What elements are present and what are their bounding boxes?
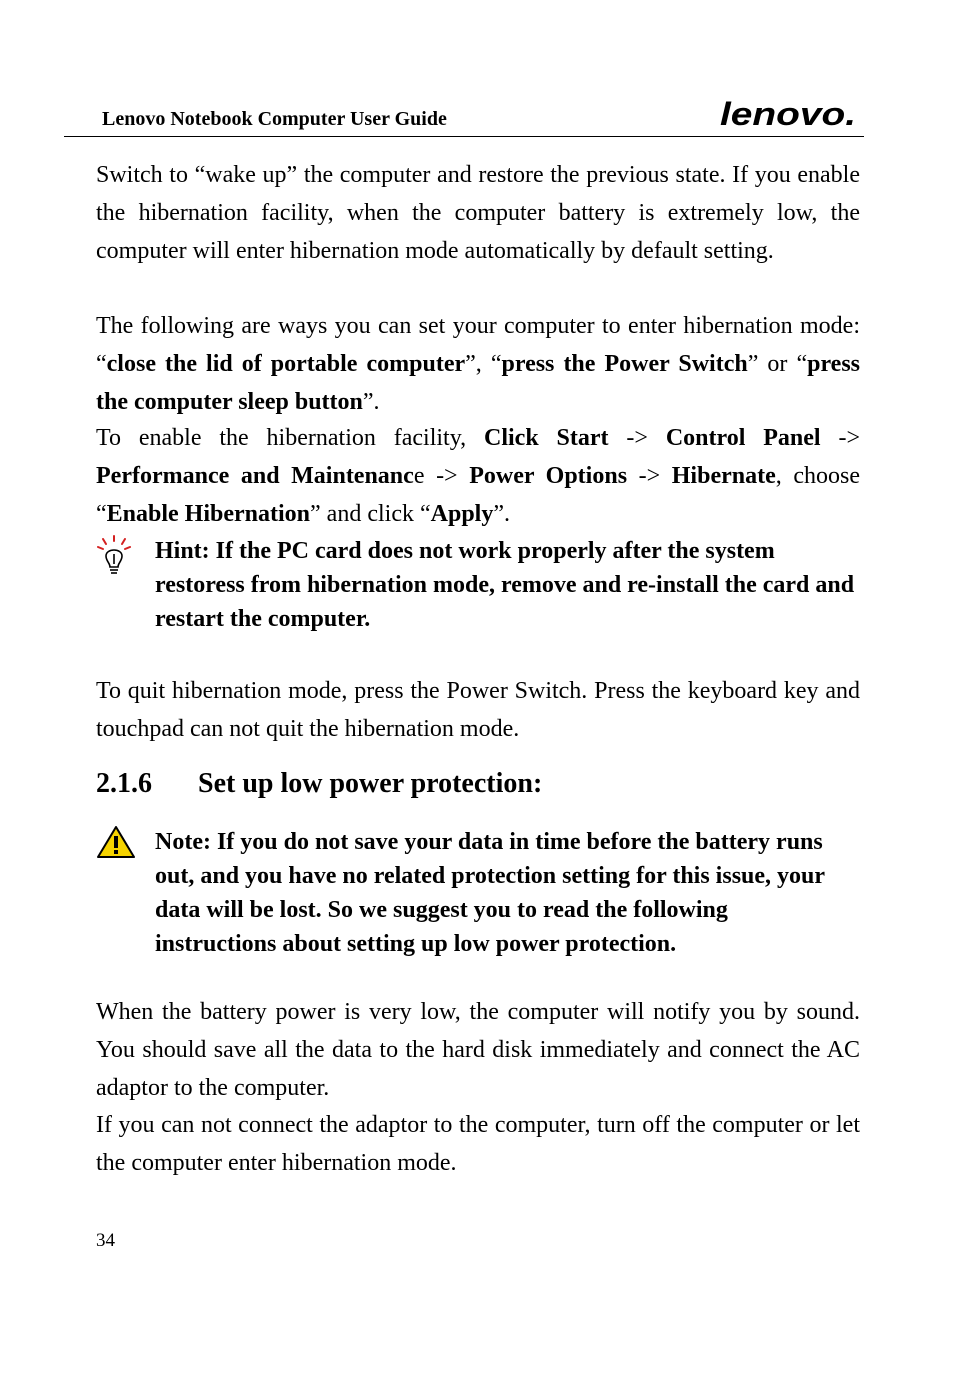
hint-callout <box>96 534 860 644</box>
lenovo-logo <box>720 98 860 130</box>
page-number: 34 <box>96 1230 115 1251</box>
note-text: Note: If you do not save your data in time before the battery runs out, and you have no related protection setting for this issue, your data will be lost. So we suggest you to read the following instructions about setting up low power protection. <box>155 829 825 957</box>
note-callout <box>96 825 860 1000</box>
section-number: 2.1.6 <box>96 768 152 799</box>
paragraph-battery-low: When the battery power is very low, the computer will notify you by sound. You should save all the data to the hard disk immediately and connect the AC adaptor to the computer. <box>96 999 860 1101</box>
section-title: Set up low power protection: <box>198 768 543 799</box>
paragraph-no-adaptor: If you can not connect the adaptor to the computer, turn off the computer or let the computer enter hibernation mode. <box>96 1112 860 1176</box>
lenovo-logo-text: lenovo. <box>720 98 856 130</box>
paragraph-enable-hibernation: To enable the hibernation facility, Click Start -> Control Panel -> Performance and Maintenance -> Power Options -> Hibernate, choose “Enable Hibernation” and click “Apply”. <box>96 425 860 527</box>
section-heading <box>96 768 542 800</box>
paragraph-wake-up: Switch to “wake up” the computer and restore the previous state. If you enable the hibernation facility, when the computer battery is extremely low, the computer will enter hibernation mode automatically by default setting. <box>96 162 860 264</box>
header-title: Lenovo Notebook Computer User Guide <box>102 108 447 130</box>
paragraph-quit-hibernation: To quit hibernation mode, press the Power Switch. Press the keyboard key and touchpad can not quit the hibernation mode. <box>96 678 860 742</box>
warning-icon <box>96 825 136 859</box>
page-header <box>64 96 864 137</box>
lightbulb-icon <box>96 534 132 578</box>
hint-text: Hint: If the PC card does not work properly after the system restoress from hibernation mode, remove and re-install the card and restart the computer. <box>155 538 855 632</box>
paragraph-hibernation-ways: The following are ways you can set your computer to enter hibernation mode: “close the lid of portable computer”, “press the Power Switch” or “press the computer sleep button”. <box>96 313 861 415</box>
